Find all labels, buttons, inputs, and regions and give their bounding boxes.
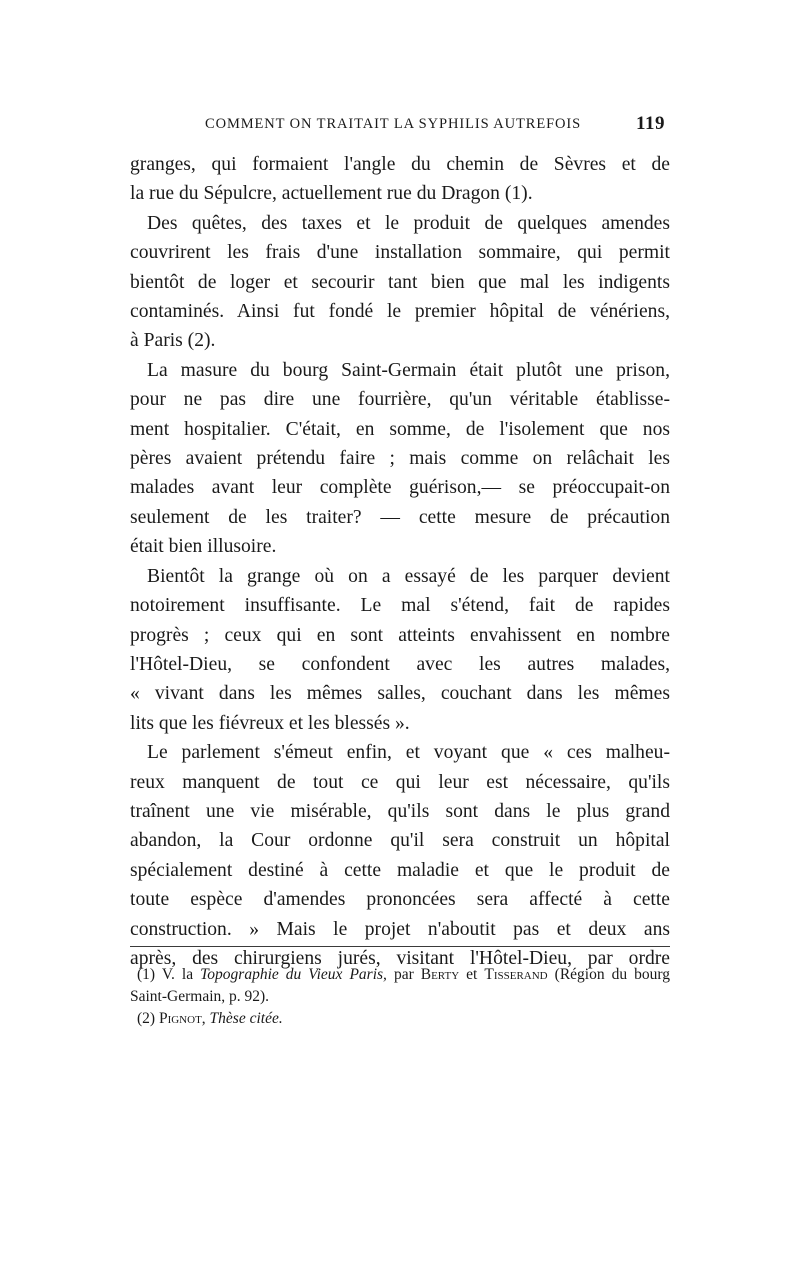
cited-work-title: Topographie du Vieux Paris,	[200, 966, 387, 983]
running-title: COMMENT ON TRAITAIT LA SYPHILIS AUTREFOIS	[205, 116, 582, 132]
main-text	[130, 150, 670, 973]
footnotes	[130, 964, 670, 1030]
author-name: Berty	[420, 966, 460, 983]
text-line: « vivant dans les mêmes salles, couchant dans les mêmes	[130, 683, 670, 705]
text-line: notoirement insuffisante. Le mal s'étend, fait de rapides	[130, 595, 670, 617]
text-line: à Paris (2).	[130, 330, 216, 352]
text-line: bientôt de loger et secourir tant bien que mal les indigents	[130, 271, 670, 293]
text-line: lits que les fiévreux et les blessés ».	[130, 712, 410, 734]
text-line: malades avant leur complète guérison,— se préoccupait-on	[130, 477, 670, 499]
footnote-marker: (1)	[137, 966, 156, 983]
footnote-text: V. la	[161, 966, 194, 983]
text-line: progrès ; ceux qui en sont atteints envahissent en nombre	[130, 624, 670, 646]
footnote-2	[130, 1008, 670, 1030]
running-head	[205, 113, 665, 137]
text-line: reux manquent de tout ce qui leur est nécessaire, qu'ils	[130, 771, 670, 793]
author-name: Tisserand	[484, 966, 548, 983]
text-line: La masure du bourg Saint-Germain était plutôt une prison,	[147, 359, 670, 381]
text-line: était bien illusoire.	[130, 536, 277, 558]
footnote-marker: (2)	[137, 1010, 156, 1027]
cited-work-title: Thèse citée.	[209, 1010, 283, 1027]
text-line: granges, qui formaient l'angle du chemin de Sèvres et de	[130, 154, 670, 175]
text-line: ment hospitalier. C'était, en somme, de l'isolement que nos	[130, 418, 670, 440]
text-line: Bientôt la grange où on a essayé de les parquer devient	[147, 565, 670, 587]
footnote-text: (Région du bourg Saint-Germain, p. 92).	[130, 966, 671, 1005]
page-number: 119	[636, 113, 665, 134]
footnote-text: et	[466, 966, 478, 983]
text-line: la rue du Sépulcre, actuellement rue du Dragon (1).	[130, 183, 533, 205]
text-line: couvrirent les frais d'une installation sommaire, qui permit	[130, 242, 670, 264]
text-line: pères avaient prétendu faire ; mais comme on relâchait les	[130, 448, 670, 470]
text-line: contaminés. Ainsi fut fondé le premier hôpital de vénériens,	[130, 301, 670, 323]
text-line: abandon, la Cour ordonne qu'il sera construit un hôpital	[130, 830, 670, 852]
footnote-text: par	[393, 966, 414, 983]
text-line: traînent une vie misérable, qu'ils sont dans le plus grand	[130, 800, 670, 822]
text-line: l'Hôtel-Dieu, se confondent avec les autres malades,	[130, 653, 670, 675]
text-line: Des quêtes, des taxes et le produit de quelques amendes	[147, 212, 670, 234]
text-line: seulement de les traiter? — cette mesure de précaution	[130, 506, 670, 528]
text-line: construction. » Mais le projet n'aboutit pas et deux ans	[130, 918, 670, 940]
footnote-divider	[130, 946, 670, 947]
text-line: après, des chirurgiens jurés, visitant l'Hôtel-Dieu, par ordre	[130, 947, 670, 969]
text-line: spécialement destiné à cette maladie et que le produit de	[130, 859, 670, 881]
footnote-1	[130, 964, 670, 1007]
text-line: toute espèce d'amendes prononcées sera affecté à cette	[130, 889, 670, 911]
author-name: Pignot,	[158, 1010, 206, 1027]
text-line: Le parlement s'émeut enfin, et voyant que « ces malheu-	[147, 742, 670, 764]
text-line: pour ne pas dire une fourrière, qu'un véritable établisse-	[130, 389, 670, 411]
